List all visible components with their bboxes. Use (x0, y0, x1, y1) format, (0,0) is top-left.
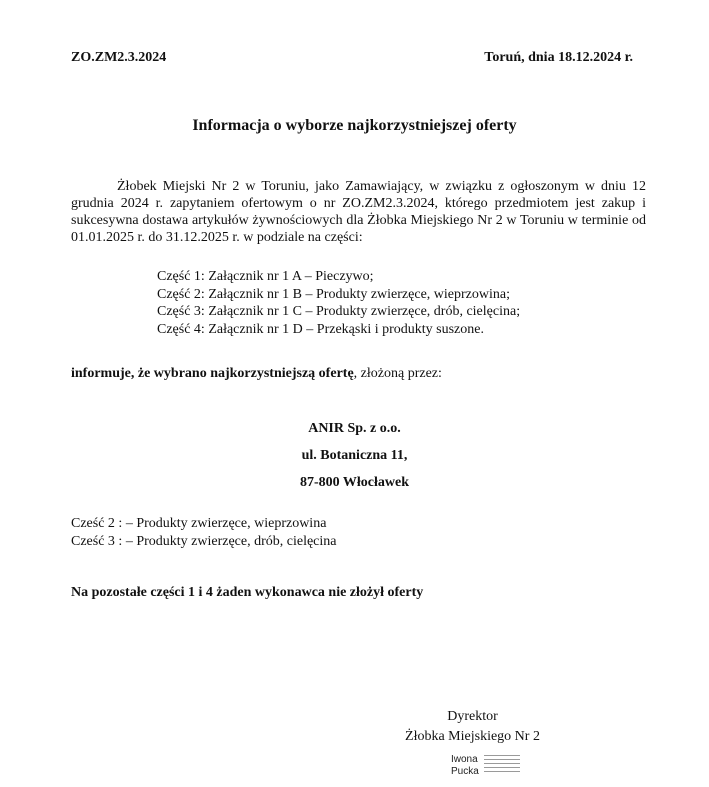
informs-line (71, 366, 442, 382)
awarded-parts (71, 515, 337, 550)
signatory-role: Dyrektor (447, 709, 498, 724)
reference-number: ZO.ZM2.3.2024 (71, 50, 167, 65)
signature-details-lines (484, 755, 520, 775)
signature-first-name: Iwona (451, 754, 478, 765)
parts-list (157, 268, 520, 338)
document-title: Informacja o wyborze najkorzystniejszej oferty (192, 117, 517, 134)
list-item: Część 1: Załącznik nr 1 A – Pieczywo; (157, 269, 374, 284)
list-item: Część 2: Załącznik nr 1 B – Produkty zwierzęce, wieprzowina; (157, 286, 510, 302)
informs-rest: , złożoną przez: (353, 366, 442, 381)
signatory-institution: Żłobka Miejskiego Nr 2 (405, 729, 540, 744)
list-item: Część 3: Załącznik nr 1 C – Produkty zwierzęce, drób, cielęcina; (157, 304, 521, 319)
list-item: Cześć 3 : – Produkty zwierzęce, drób, cielęcina (71, 533, 337, 549)
place-date: Toruń, dnia 18.12.2024 r. (484, 50, 633, 65)
company-city: 87-800 Włocławek (299, 475, 409, 490)
company-street: ul. Botaniczna 11, (301, 448, 408, 463)
signatory-block (380, 707, 565, 747)
list-item: Część 4: Załącznik nr 1 D – Przekąski i produkty suszone. (157, 321, 484, 337)
signature-name (451, 754, 479, 778)
electronic-signature (451, 754, 521, 780)
company-name: ANIR Sp. z o.o. (308, 421, 401, 436)
no-offer-statement: Na pozostałe części 1 i 4 żaden wykonawca nie złożył oferty (71, 585, 424, 600)
intro-paragraph: Żłobek Miejski Nr 2 w Toruniu, jako Zamawiający, w związku z ogłoszonym w dniu 12 grudnia 2024 r. zapytaniem ofertowym o nr ZO.ZM2.3.2024, którego przedmiotem jest zakup i sukcesywna dostawa artykułów żywnościowych dla Żłobka Miejskiego Nr 2 w Toruniu w terminie od 01.01.2025 r. do 31.12.2025 r. w podziale na części: (71, 179, 646, 245)
list-item: Cześć 2 : – Produkty zwierzęce, wieprzowina (71, 516, 327, 531)
informs-bold: informuje, że wybrano najkorzystniejszą ofertę (71, 366, 354, 381)
signature-last-name: Pucka (451, 766, 479, 777)
company-block (0, 415, 709, 496)
